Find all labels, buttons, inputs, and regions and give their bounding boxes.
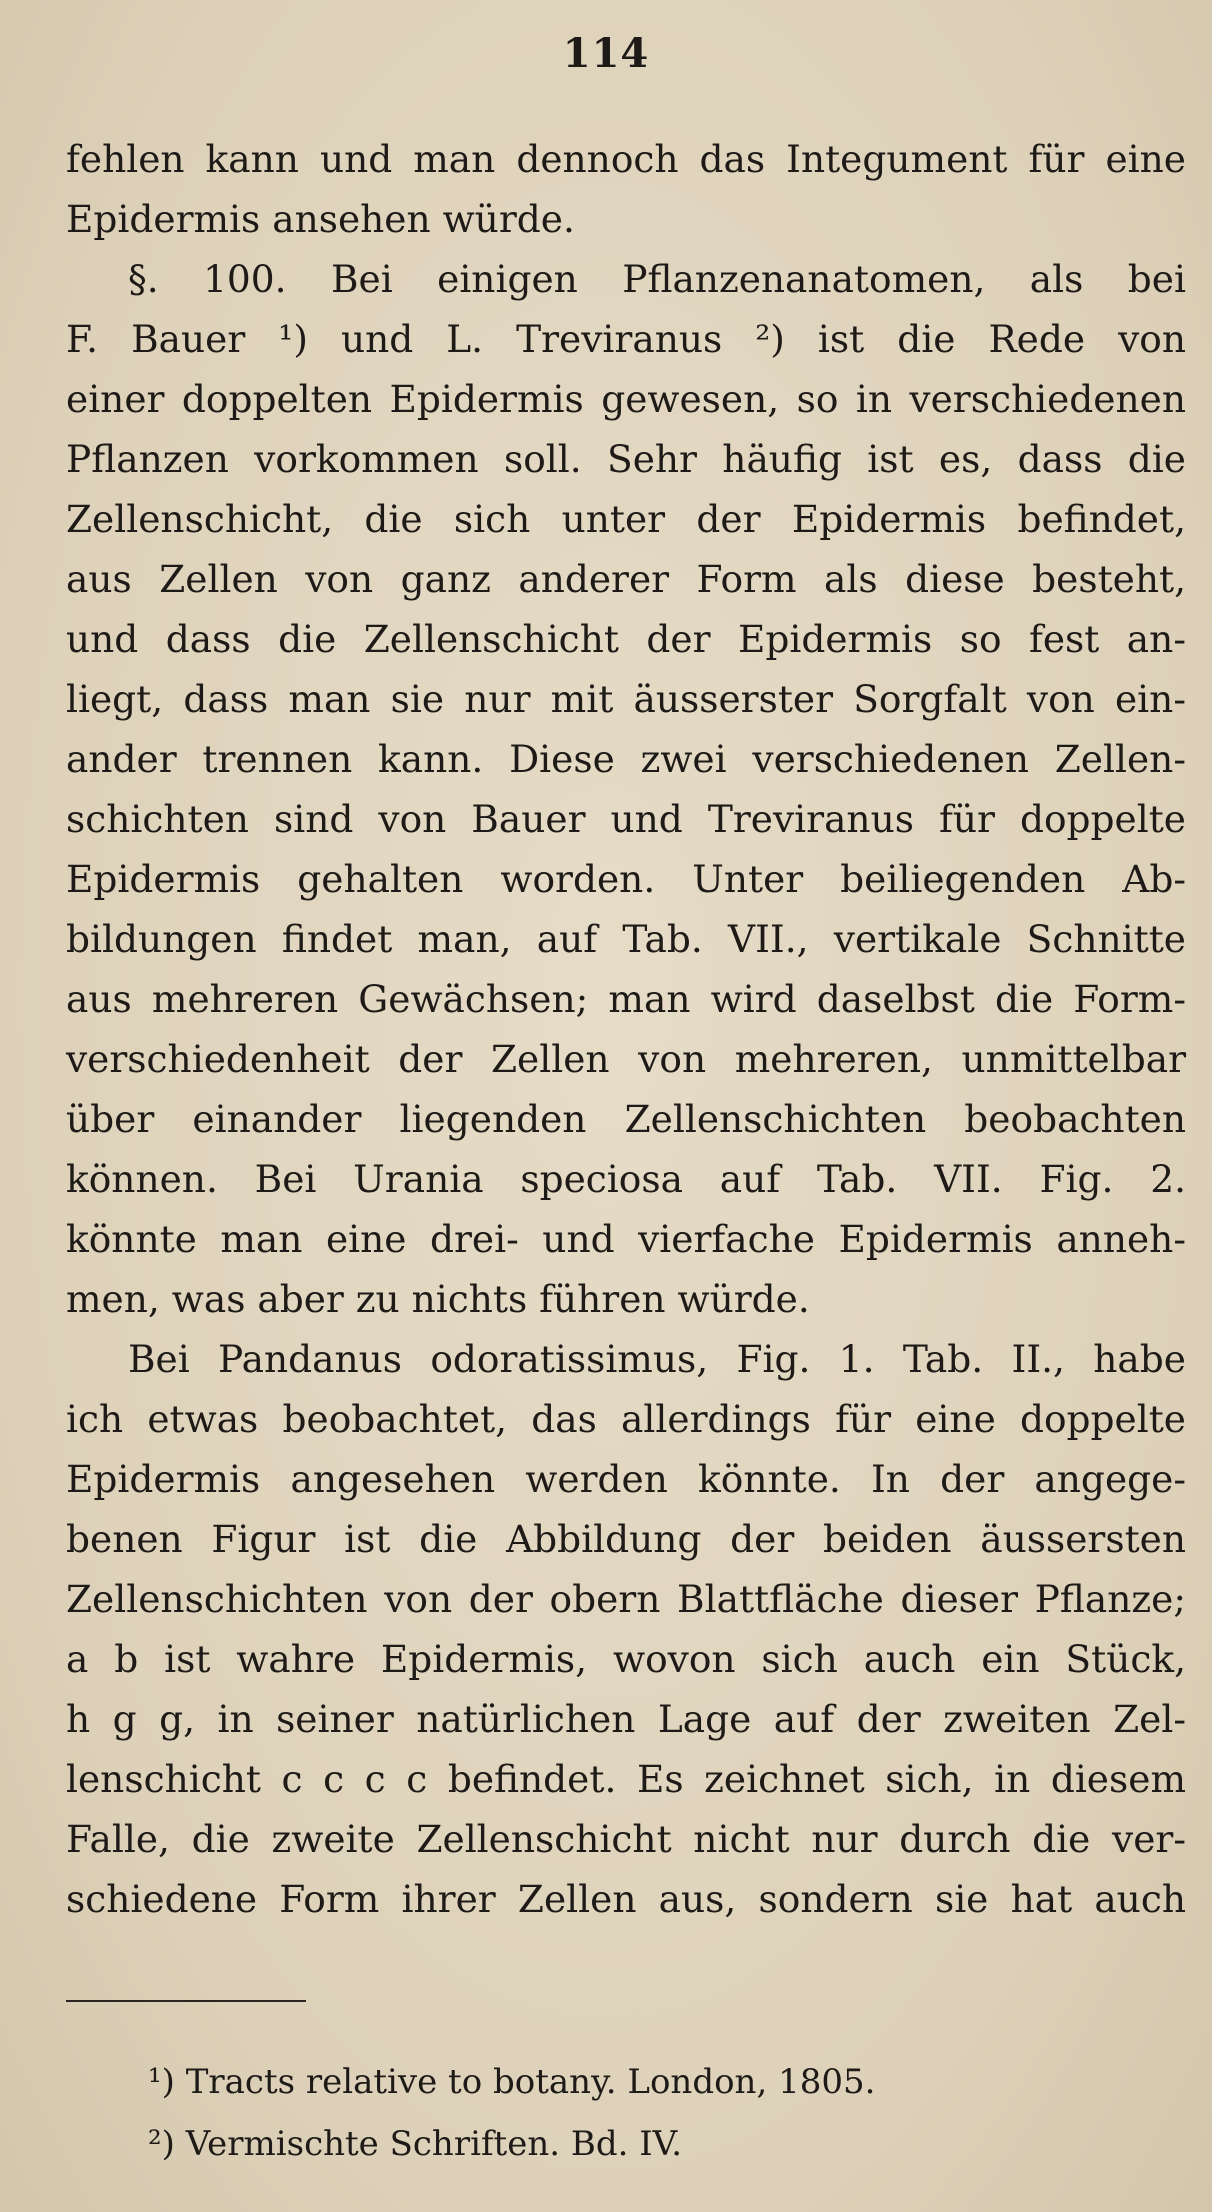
page-number: 114 xyxy=(562,30,650,77)
text-line: aus mehreren Gewächsen; man wird daselbst die Form- xyxy=(66,977,1186,1021)
paragraph-start-line: Bei Pandanus odoratissimus, Fig. 1. Tab. II., habe xyxy=(128,1337,1186,1381)
footnote-1: ¹) Tracts relative to botany. London, 1805. xyxy=(148,2062,876,2102)
text-line: Epidermis gehalten worden. Unter beiliegenden Ab- xyxy=(66,857,1186,901)
footnote-divider xyxy=(66,2000,306,2002)
text-line: ander trennen kann. Diese zwei verschiedenen Zellen- xyxy=(66,737,1186,781)
text-line: über einander liegenden Zellenschichten beobachten xyxy=(66,1097,1186,1141)
text-line: können. Bei Urania speciosa auf Tab. VII. Fig. 2. xyxy=(66,1157,1186,1201)
text-line: Epidermis angesehen werden könnte. In der angege- xyxy=(66,1457,1186,1501)
text-line: men, was aber zu nichts führen würde. xyxy=(66,1277,810,1321)
text-line: schichten sind von Bauer und Treviranus für doppelte xyxy=(66,797,1186,841)
text-line: aus Zellen von ganz anderer Form als diese besteht, xyxy=(66,557,1186,601)
text-line: benen Figur ist die Abbildung der beiden äussersten xyxy=(66,1517,1186,1561)
text-line: Epidermis ansehen würde. xyxy=(66,197,575,241)
text-line: ich etwas beobachtet, das allerdings für eine doppelte xyxy=(66,1397,1186,1441)
section-heading-line: §. 100. Bei einigen Pflanzenanatomen, als bei xyxy=(128,257,1186,301)
text-line: einer doppelten Epidermis gewesen, so in verschiedenen xyxy=(66,377,1186,421)
text-line: und dass die Zellenschicht der Epidermis so fest an- xyxy=(66,617,1186,661)
text-line: fehlen kann und man dennoch das Integument für eine xyxy=(66,137,1186,181)
footnote-2: ²) Vermischte Schriften. Bd. IV. xyxy=(148,2124,683,2164)
text-line: bildungen findet man, auf Tab. VII., vertikale Schnitte xyxy=(66,917,1186,961)
text-line: verschiedenheit der Zellen von mehreren, unmittelbar xyxy=(66,1037,1186,1081)
text-line: Falle, die zweite Zellenschicht nicht nur durch die ver- xyxy=(66,1817,1186,1861)
text-line: könnte man eine drei- und vierfache Epidermis anneh- xyxy=(66,1217,1186,1261)
text-line: Zellenschicht, die sich unter der Epidermis befindet, xyxy=(66,497,1186,541)
text-line: h g g, in seiner natürlichen Lage auf der zweiten Zel- xyxy=(66,1697,1186,1741)
text-line: liegt, dass man sie nur mit äusserster Sorgfalt von ein- xyxy=(66,677,1186,721)
text-line: F. Bauer ¹) und L. Treviranus ²) ist die Rede von xyxy=(66,317,1186,361)
text-line: lenschicht c c c c befindet. Es zeichnet sich, in diesem xyxy=(66,1757,1186,1801)
text-line: a b ist wahre Epidermis, wovon sich auch ein Stück, xyxy=(66,1637,1186,1681)
text-line: Zellenschichten von der obern Blattfläche dieser Pflanze; xyxy=(66,1577,1186,1621)
text-line: schiedene Form ihrer Zellen aus, sondern sie hat auch xyxy=(66,1877,1186,1921)
text-line: Pflanzen vorkommen soll. Sehr häufig ist es, dass die xyxy=(66,437,1186,481)
